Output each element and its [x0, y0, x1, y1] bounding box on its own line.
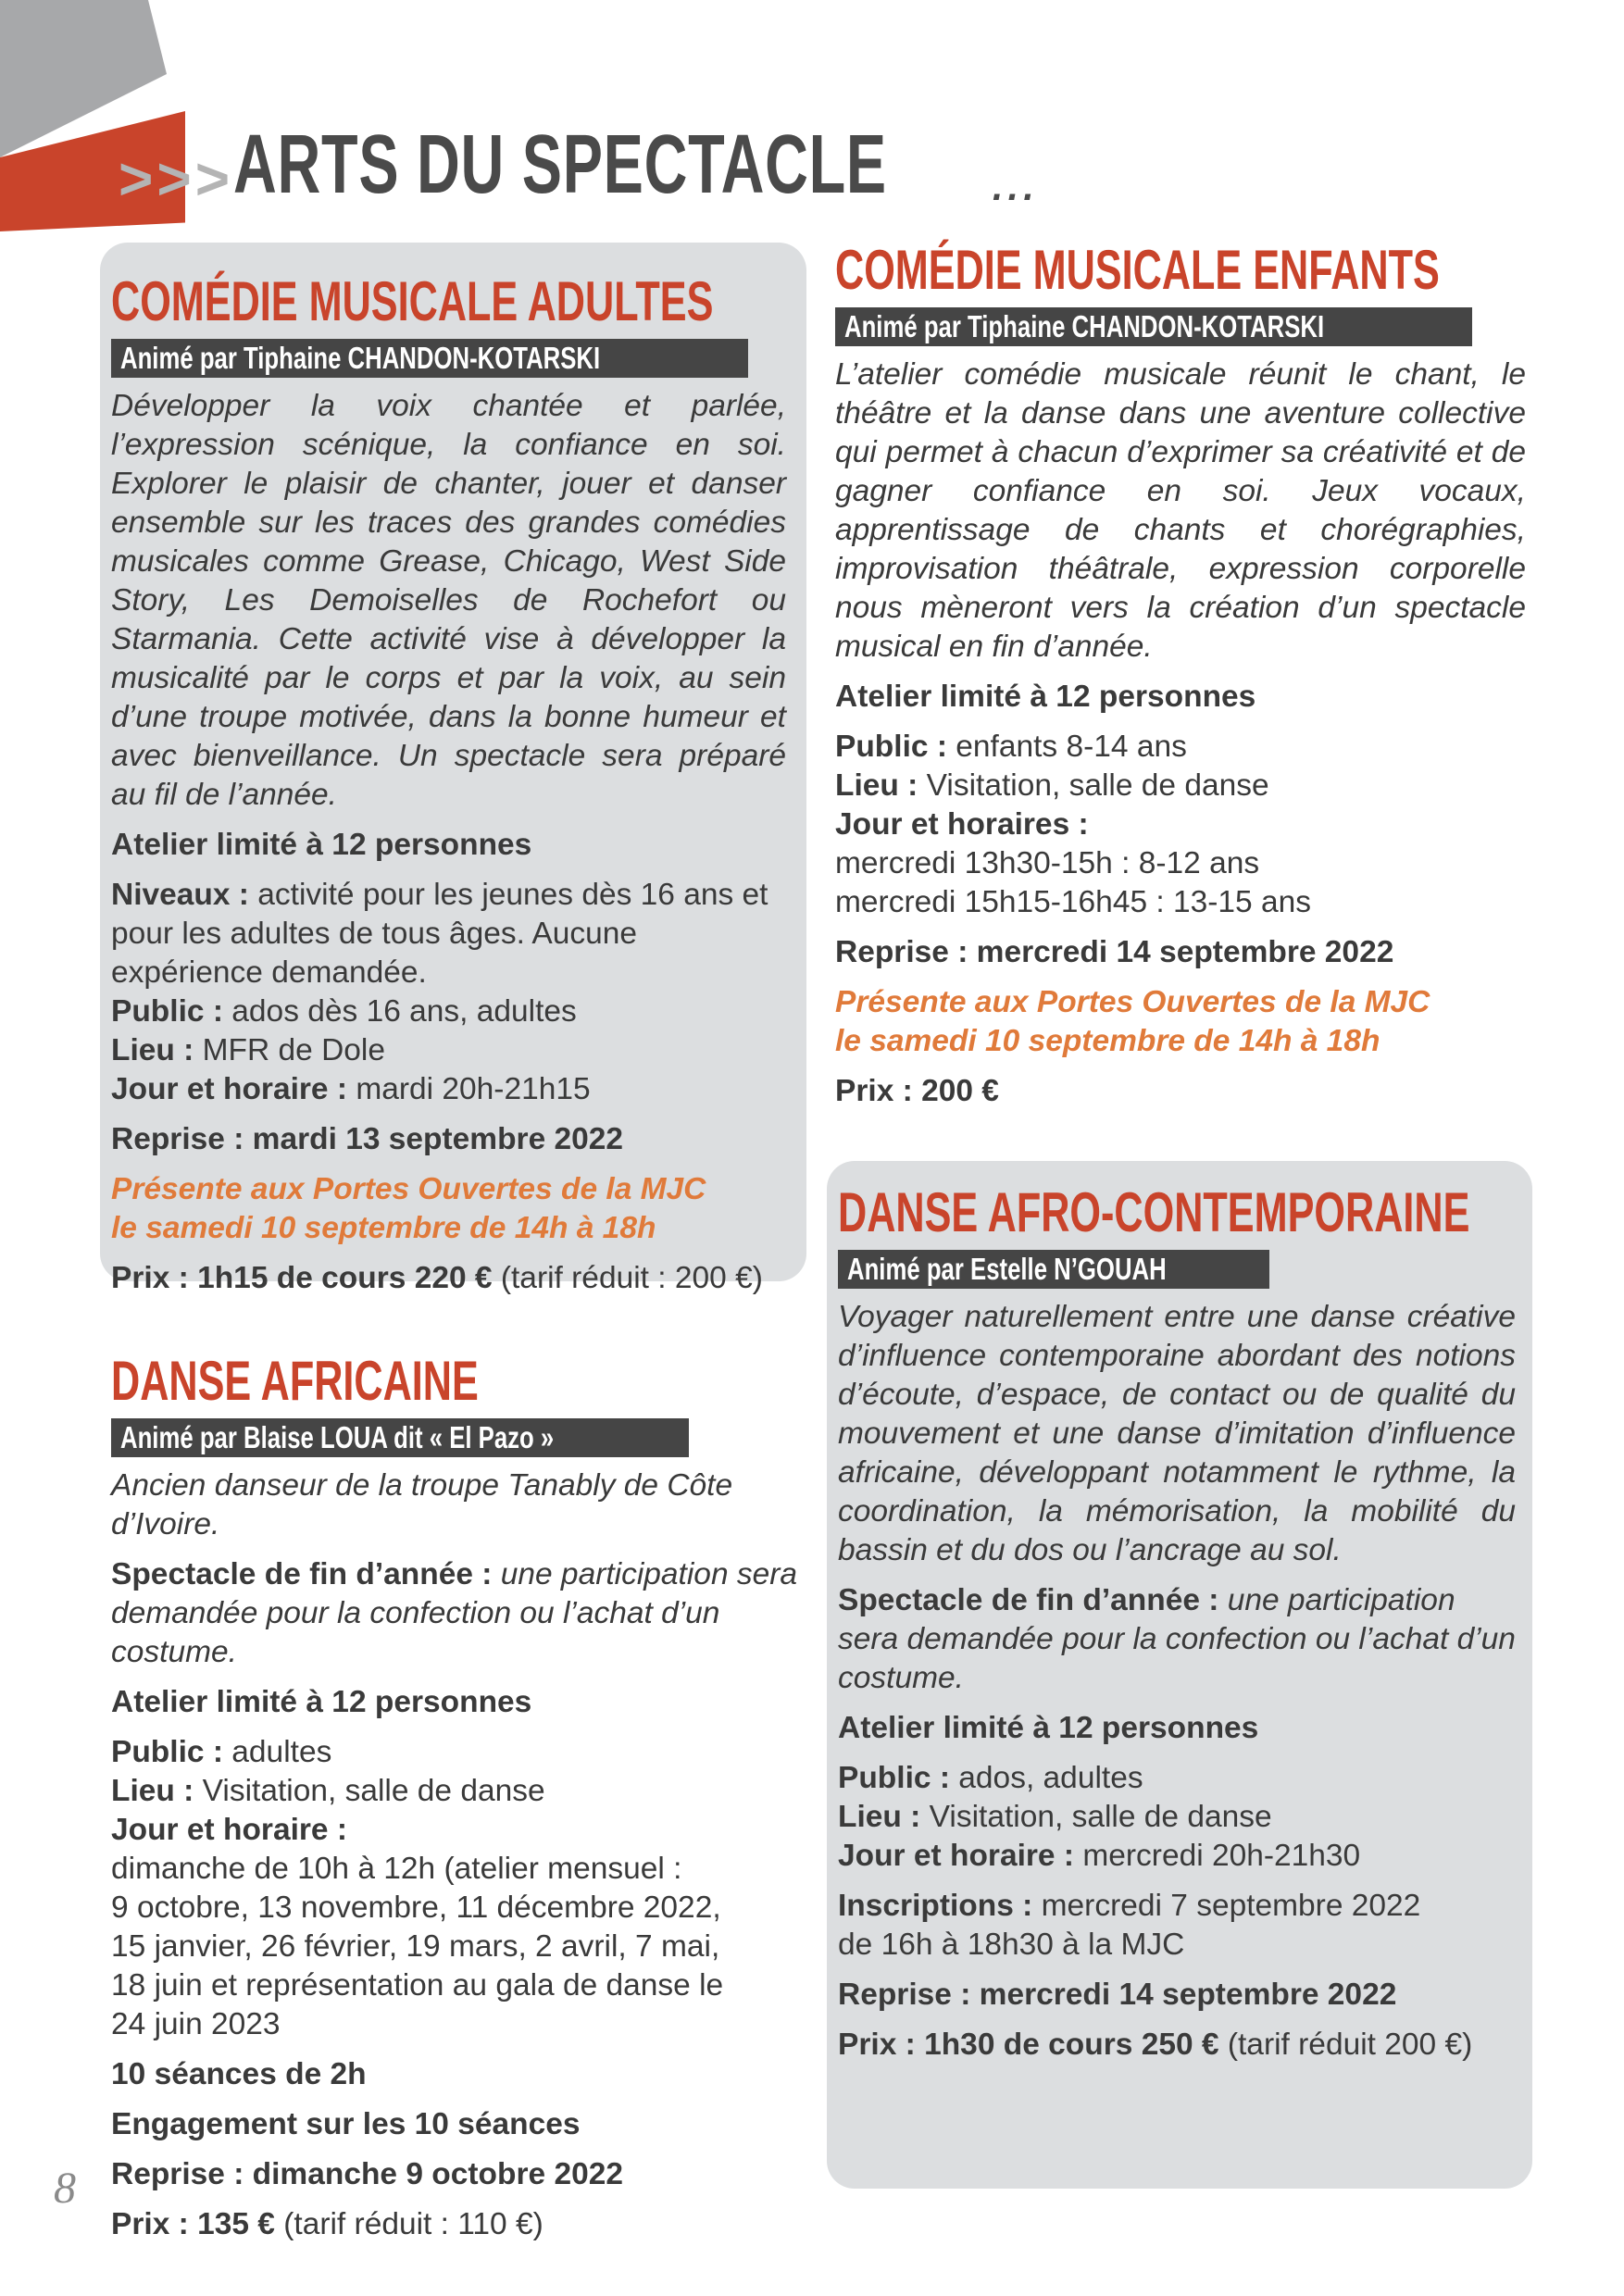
jour-line: mercredi 13h30-15h : 8-12 ans: [835, 846, 1260, 880]
jour-horaire: Jour et horaire : mardi 20h-21h15: [111, 1072, 591, 1106]
header-chevrons: >>>: [119, 145, 234, 212]
jour-line: 15 janvier, 26 février, 19 mars, 2 avril, 7 mai,: [111, 1929, 720, 1964]
reprise: Reprise : mercredi 14 septembre 2022: [838, 1978, 1397, 2012]
section-comedie-musicale-adultes: [100, 243, 806, 1295]
section-comedie-musicale-enfants: [835, 239, 1526, 1111]
inscriptions: Inscriptions : mercredi 7 septembre 2022: [838, 1889, 1421, 1923]
spectacle: Spectacle de fin d’année : une participation sera demandée pour la confection ou l’achat d’un costume.: [838, 1583, 1516, 1695]
description: Ancien danseur de la troupe Tanably de Côte d’Ivoire.: [111, 1468, 733, 1541]
section-danse-afro-contemporaine: [827, 1161, 1532, 2189]
jour-horaire-label: Jour et horaire :: [111, 1813, 348, 1847]
limit-text: Atelier limité à 12 personnes: [835, 680, 1256, 714]
engagement: Engagement sur les 10 séances: [111, 2107, 581, 2141]
limit-text: Atelier limité à 12 personnes: [111, 828, 532, 862]
animator-tag: Animé par Tiphaine CHANDON-KOTARSKI: [835, 307, 1472, 346]
page-title: ARTS DU SPECTACLE: [233, 119, 887, 211]
public: Public : adultes: [111, 1735, 332, 1769]
jour-line: mercredi 15h15-16h45 : 13-15 ans: [835, 885, 1311, 919]
public: Public : ados, adultes: [838, 1761, 1143, 1795]
section-title: DANSE AFRO-CONTEMPORAINE: [838, 1181, 1470, 1243]
section-title: COMÉDIE MUSICALE ENFANTS: [835, 239, 1440, 301]
jour-horaires-label: Jour et horaires :: [835, 807, 1089, 842]
lieu: Lieu : Visitation, salle de danse: [838, 1800, 1272, 1834]
niveaux: Niveaux : activité pour les jeunes dès 16 ans et pour les adultes de tous âges. Aucune expérience demandée.: [111, 878, 768, 990]
section-title: DANSE AFRICAINE: [111, 1350, 479, 1412]
limit-text: Atelier limité à 12 personnes: [838, 1711, 1259, 1745]
seances: 10 séances de 2h: [111, 2057, 367, 2091]
page-number: 8: [54, 2164, 76, 2213]
public: Public : ados dès 16 ans, adultes: [111, 994, 577, 1029]
jour-line: dimanche de 10h à 12h (atelier mensuel :: [111, 1852, 682, 1886]
description: Voyager naturellement entre une danse créative d’influence contemporaine abordant des notions d’écoute, d’espace, de contact ou de qualité du mouvement et une danse d’imitation d’influence africaine, développant notamment le rythme, la coordination, la mémorisation, la mobilité du bassin et du dos ou l’ancrage au sol.: [838, 1300, 1516, 1567]
lieu: Lieu : Visitation, salle de danse: [835, 768, 1269, 803]
portes-ouvertes: Présente aux Portes Ouvertes de la MJC le samedi 10 septembre de 14h à 18h: [835, 985, 1430, 1058]
jour-line: 9 octobre, 13 novembre, 11 décembre 2022,: [111, 1890, 721, 1925]
spectacle: Spectacle de fin d’année : une participation sera demandée pour la confection ou l’achat d’un costume.: [111, 1557, 798, 1669]
reprise: Reprise : mercredi 14 septembre 2022: [835, 935, 1394, 969]
jour-line: 24 juin 2023: [111, 2007, 281, 2041]
lieu: Lieu : Visitation, salle de danse: [111, 1774, 545, 1808]
description: L’atelier comédie musicale réunit le chant, le théâtre et la danse dans une aventure collective qui permet à chacun d’exprimer sa créativité et de gagner confiance en soi. Jeux vocaux, apprentissage de chants et chorégraphies, improvisation théâtrale, expression corporelle nous mèneront vers la création d’un spectacle musical en fin d’année.: [835, 357, 1526, 664]
limit-text: Atelier limité à 12 personnes: [111, 1685, 532, 1719]
description: Développer la voix chantée et parlée, l’expression scénique, la confiance en soi. Explorer le plaisir de chanter, jouer et danser ensemble sur les traces des grandes comédies musicales comme Grease, Chicago, West Side Story, Les Demoiselles de Rochefort ou Starmania. Cette activité vise à développer la musicalité par le corps et par la voix, au sein d’une troupe motivée, dans la bonne humeur et avec bienveillance. Un spectacle sera préparé au fil de l’année.: [111, 389, 786, 812]
reprise: Reprise : dimanche 9 octobre 2022: [111, 2157, 623, 2191]
animator-tag: Animé par Tiphaine CHANDON-KOTARSKI: [111, 339, 748, 378]
jour-horaire: Jour et horaire : mercredi 20h-21h30: [838, 1839, 1361, 1873]
reprise: Reprise : mardi 13 septembre 2022: [111, 1122, 624, 1156]
prix: Prix : 200 €: [835, 1074, 999, 1108]
public: Public : enfants 8-14 ans: [835, 730, 1187, 764]
section-title: COMÉDIE MUSICALE ADULTES: [111, 270, 714, 332]
portes-ouvertes: Présente aux Portes Ouvertes de la MJC le samedi 10 septembre de 14h à 18h: [111, 1172, 706, 1245]
section-danse-africaine: [111, 1350, 801, 2244]
animator-tag: Animé par Blaise LOUA dit « El Pazo »: [111, 1418, 689, 1457]
jour-line: 18 juin et représentation au gala de danse le: [111, 1968, 724, 2003]
prix: Prix : 1h30 de cours 250 € (tarif réduit 200 €): [838, 2028, 1473, 2062]
animator-tag: Animé par Estelle N’GOUAH: [838, 1250, 1269, 1289]
header-dots: ...: [991, 150, 1038, 212]
prix: Prix : 135 € (tarif réduit : 110 €): [111, 2207, 543, 2241]
page-header: [119, 111, 1038, 213]
inscriptions-line: de 16h à 18h30 à la MJC: [838, 1928, 1185, 1962]
lieu: Lieu : MFR de Dole: [111, 1033, 385, 1067]
prix: Prix : 1h15 de cours 220 € (tarif réduit : 200 €): [111, 1261, 763, 1295]
